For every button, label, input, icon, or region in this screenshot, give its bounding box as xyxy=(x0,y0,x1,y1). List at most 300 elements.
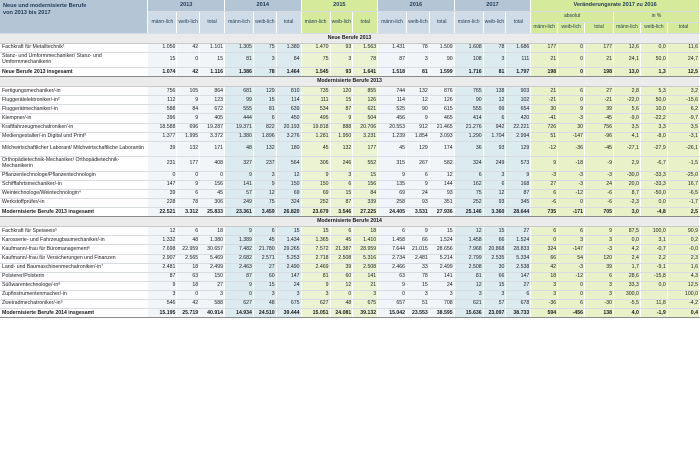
value-cell: 132 xyxy=(330,141,353,156)
value-cell: 2.535 xyxy=(483,254,506,263)
value-cell: 42 xyxy=(531,263,558,272)
value-cell: 23.553 xyxy=(407,309,430,318)
subheader-male: männ-lich xyxy=(531,23,558,34)
value-cell: 9 xyxy=(378,171,407,180)
value-cell: 405 xyxy=(200,114,225,123)
value-cell: 15 xyxy=(253,96,276,105)
value-cell: 1.116 xyxy=(200,68,225,77)
value-cell: 552 xyxy=(353,156,378,171)
value-cell: 81 xyxy=(224,53,253,68)
value-cell: -147 xyxy=(558,245,585,254)
subheader-absolut: absolut xyxy=(531,12,614,23)
table-row xyxy=(0,245,700,254)
value-cell: 102 xyxy=(506,96,531,105)
value-cell: 675 xyxy=(353,299,378,308)
value-cell: 132 xyxy=(407,87,430,96)
value-cell: 3.093 xyxy=(429,132,454,141)
value-cell: 48 xyxy=(224,141,253,156)
value-cell: 147 xyxy=(148,180,177,189)
value-cell: -45 xyxy=(585,141,614,156)
value-cell: 6 xyxy=(558,299,585,308)
value-cell: -12 xyxy=(558,189,585,198)
value-cell: 0 xyxy=(224,290,253,299)
value-cell: 48 xyxy=(253,299,276,308)
value-cell: 24 xyxy=(585,180,614,189)
value-cell: 258 xyxy=(378,199,407,208)
value-cell: 3 xyxy=(407,53,430,68)
table-row xyxy=(0,114,700,123)
value-cell: 129 xyxy=(253,87,276,96)
value-cell: 6 xyxy=(558,227,585,236)
value-cell: 705 xyxy=(585,208,614,217)
value-cell: -3 xyxy=(558,263,585,272)
value-cell: 3.360 xyxy=(483,208,506,217)
section-header-row xyxy=(0,217,700,227)
value-cell: 15 xyxy=(200,53,225,68)
value-cell: 3.312 xyxy=(177,208,200,217)
value-cell: 3.546 xyxy=(330,208,353,217)
value-cell: 99 xyxy=(224,96,253,105)
value-cell: 2.682 xyxy=(224,254,253,263)
value-cell: 1.101 xyxy=(200,44,225,53)
value-cell: 81 xyxy=(301,272,330,281)
value-cell: 9 xyxy=(407,180,430,189)
value-cell: 306 xyxy=(301,156,330,171)
value-cell: 54 xyxy=(558,254,585,263)
value-cell: 3 xyxy=(353,290,378,299)
value-cell: 38.733 xyxy=(506,309,531,318)
value-cell: 20.193 xyxy=(276,123,301,132)
table-title-line-1: Neue und modernisierte Berufe xyxy=(3,3,87,9)
value-cell: 81 xyxy=(483,68,506,77)
value-cell: 2.799 xyxy=(454,254,483,263)
value-cell: 0 xyxy=(531,236,558,245)
value-cell: 21 xyxy=(585,53,614,68)
value-cell: 420 xyxy=(506,114,531,123)
value-cell: 2.508 xyxy=(330,254,353,263)
table-row xyxy=(0,299,700,308)
row-label: Zupfinstrumentenmacher/-in xyxy=(0,290,148,299)
value-cell: 9 xyxy=(585,227,614,236)
value-cell: 177 xyxy=(353,141,378,156)
value-cell: 27 xyxy=(585,87,614,96)
value-cell: 708 xyxy=(429,299,454,308)
value-cell: 25.719 xyxy=(177,309,200,318)
value-cell: 267 xyxy=(407,156,430,171)
value-cell: 6 xyxy=(177,189,200,198)
subheader-female: weib-lich xyxy=(407,12,430,34)
subheader-total: total xyxy=(585,23,614,34)
value-cell: 9 xyxy=(407,114,430,123)
value-cell: 112 xyxy=(148,96,177,105)
value-cell: 621 xyxy=(353,105,378,114)
value-cell: 3 xyxy=(429,290,454,299)
table-row xyxy=(0,189,700,198)
value-cell: 3 xyxy=(330,171,353,180)
value-cell: 42 xyxy=(177,68,200,77)
value-cell: 345 xyxy=(506,199,531,208)
value-cell: 126 xyxy=(353,96,378,105)
value-cell: 93 xyxy=(429,189,454,198)
table-row xyxy=(0,53,700,68)
value-cell: 2.994 xyxy=(506,132,531,141)
value-cell: 3,2 xyxy=(667,87,699,96)
value-cell: 45 xyxy=(301,141,330,156)
value-cell: 1.524 xyxy=(429,236,454,245)
value-cell: 573 xyxy=(506,156,531,171)
value-cell: 138 xyxy=(483,87,506,96)
value-cell: 1.380 xyxy=(276,44,301,53)
value-cell: 1.686 xyxy=(506,44,531,53)
value-cell: 10,0 xyxy=(640,105,667,114)
value-cell: -1,7 xyxy=(667,199,699,208)
value-cell: 2.538 xyxy=(506,263,531,272)
value-cell: 18 xyxy=(177,281,200,290)
value-cell: 1.239 xyxy=(378,132,407,141)
value-cell: 93 xyxy=(330,44,353,53)
value-cell: 912 xyxy=(407,123,430,132)
value-cell: 18 xyxy=(353,227,378,236)
value-cell: 81 xyxy=(454,272,483,281)
value-cell: -6 xyxy=(531,199,558,208)
value-cell: -41 xyxy=(531,114,558,123)
value-cell: 3,3 xyxy=(640,123,667,132)
value-cell: 30.657 xyxy=(200,245,225,254)
value-cell: -3,1 xyxy=(667,132,699,141)
row-label: Zweiradmechatroniker/-in⁹ xyxy=(0,299,148,308)
value-cell: 15 xyxy=(276,227,301,236)
value-cell: 2.907 xyxy=(148,254,177,263)
value-cell: 75 xyxy=(253,44,276,53)
value-cell: 21.465 xyxy=(429,123,454,132)
value-cell: 5,6 xyxy=(613,105,640,114)
value-cell: 756 xyxy=(148,87,177,96)
value-cell: 237 xyxy=(253,156,276,171)
value-cell: 0,2 xyxy=(667,236,699,245)
value-cell: 903 xyxy=(506,87,531,96)
value-cell: 2.734 xyxy=(378,254,407,263)
value-cell: 12 xyxy=(330,281,353,290)
value-cell: 90 xyxy=(407,105,430,114)
value-cell: 25.146 xyxy=(454,208,483,217)
value-cell: 555 xyxy=(224,105,253,114)
value-cell: -171 xyxy=(558,208,585,217)
value-cell: 21 xyxy=(531,87,558,96)
value-cell: 120 xyxy=(330,87,353,96)
value-cell: 63 xyxy=(177,272,200,281)
value-cell: 9 xyxy=(506,171,531,180)
value-cell: -2,3 xyxy=(613,199,640,208)
year-header-2015: 2015 xyxy=(301,0,378,12)
value-cell: 3 xyxy=(330,53,353,68)
value-cell: -33,3 xyxy=(640,171,667,180)
value-cell: 69 xyxy=(276,189,301,198)
value-cell: -21 xyxy=(531,96,558,105)
value-cell: 0 xyxy=(558,281,585,290)
value-cell: 6 xyxy=(253,114,276,123)
value-cell: 51 xyxy=(531,132,558,141)
value-cell: 93 xyxy=(330,68,353,77)
value-cell: 504 xyxy=(353,114,378,123)
section-header-row xyxy=(0,77,700,87)
value-cell: 6 xyxy=(330,180,353,189)
value-cell: 3 xyxy=(253,171,276,180)
value-cell: 3 xyxy=(483,290,506,299)
value-cell: 177 xyxy=(585,44,614,53)
value-cell: 7.572 xyxy=(301,245,330,254)
value-cell: 2.481 xyxy=(148,263,177,272)
value-cell: 3 xyxy=(483,53,506,68)
value-cell: 3 xyxy=(454,290,483,299)
value-cell: 24.510 xyxy=(253,309,276,318)
value-cell: -15,8 xyxy=(640,272,667,281)
value-cell: 12 xyxy=(148,227,177,236)
value-cell: -15,6 xyxy=(667,96,699,105)
value-cell: 0,0 xyxy=(640,199,667,208)
value-cell: 582 xyxy=(429,156,454,171)
value-cell: 9 xyxy=(148,281,177,290)
value-cell: 0 xyxy=(558,44,585,53)
value-cell: 66 xyxy=(531,254,558,263)
value-cell: 3.531 xyxy=(407,208,430,217)
value-cell: 1.365 xyxy=(301,236,330,245)
value-cell: 1.797 xyxy=(506,68,531,77)
value-cell: 756 xyxy=(585,123,614,132)
value-cell: 0,4 xyxy=(667,309,699,318)
value-cell: 45 xyxy=(330,236,353,245)
value-cell: 864 xyxy=(200,87,225,96)
total-row xyxy=(0,208,700,217)
value-cell: 144 xyxy=(429,180,454,189)
value-cell: 69 xyxy=(301,189,330,198)
row-label: Fertigungsmechaniker/-in xyxy=(0,87,148,96)
value-cell: 51 xyxy=(407,299,430,308)
value-cell: 4,1 xyxy=(613,132,640,141)
value-cell: 1.470 xyxy=(301,44,330,53)
value-cell: 3 xyxy=(531,290,558,299)
value-cell: 57 xyxy=(224,189,253,198)
value-cell: 9 xyxy=(301,281,330,290)
subheader-total: total xyxy=(353,12,378,34)
value-cell: -33,3 xyxy=(640,180,667,189)
value-cell: 6 xyxy=(483,114,506,123)
value-cell: 672 xyxy=(200,105,225,114)
table-row xyxy=(0,87,700,96)
value-cell: 3,1 xyxy=(640,236,667,245)
year-header-2013: 2013 xyxy=(148,0,225,12)
value-cell: 12 xyxy=(483,96,506,105)
value-cell: 23.679 xyxy=(301,208,330,217)
subheader-male: männ-lich xyxy=(378,12,407,34)
section-title: Modernisierte Berufe 2014 xyxy=(0,217,700,227)
value-cell: -30,0 xyxy=(613,171,640,180)
value-cell: 3 xyxy=(253,290,276,299)
value-cell: -1,9 xyxy=(640,309,667,318)
value-cell: 9 xyxy=(301,171,330,180)
value-cell: 3,5 xyxy=(613,123,640,132)
value-cell: 132 xyxy=(253,141,276,156)
value-cell: 2.490 xyxy=(276,263,301,272)
value-cell: 696 xyxy=(177,123,200,132)
value-cell: 7.968 xyxy=(454,245,483,254)
table-row xyxy=(0,44,700,53)
value-cell: 20.553 xyxy=(378,123,407,132)
value-cell: 1.950 xyxy=(330,132,353,141)
value-cell: 2,9 xyxy=(613,156,640,171)
value-cell: 1,6 xyxy=(667,263,699,272)
value-cell: 3 xyxy=(483,171,506,180)
value-cell: 2.571 xyxy=(253,254,276,263)
value-cell: 639 xyxy=(276,105,301,114)
value-cell: 24 xyxy=(429,281,454,290)
value-cell: 6 xyxy=(585,272,614,281)
value-cell: 1.389 xyxy=(224,236,253,245)
value-cell: 5.316 xyxy=(353,254,378,263)
value-cell: 681 xyxy=(224,87,253,96)
value-cell: 444 xyxy=(224,114,253,123)
value-cell: 141 xyxy=(429,272,454,281)
value-cell: 156 xyxy=(353,180,378,189)
value-cell: -25,0 xyxy=(667,171,699,180)
value-cell: 3,5 xyxy=(667,123,699,132)
value-cell: 78 xyxy=(407,272,430,281)
value-cell xyxy=(640,290,667,299)
value-cell: 1,7 xyxy=(613,263,640,272)
value-cell: 24 xyxy=(276,281,301,290)
value-cell: -27,9 xyxy=(640,141,667,156)
value-cell: -147 xyxy=(558,132,585,141)
value-cell: 5.253 xyxy=(276,254,301,263)
value-cell: 0 xyxy=(200,171,225,180)
value-cell: -3 xyxy=(558,180,585,189)
value-cell: 7.698 xyxy=(148,245,177,254)
value-cell: 24.081 xyxy=(330,309,353,318)
value-cell: 1.518 xyxy=(378,68,407,77)
value-cell: 12 xyxy=(253,189,276,198)
value-cell: 20.706 xyxy=(353,123,378,132)
value-cell: 21.780 xyxy=(253,245,276,254)
value-cell: 12,5 xyxy=(667,68,699,77)
value-cell: -21 xyxy=(585,96,614,105)
value-cell: 555 xyxy=(454,105,483,114)
value-cell: 942 xyxy=(483,123,506,132)
value-cell: -3 xyxy=(558,171,585,180)
value-cell: -0,0 xyxy=(667,245,699,254)
value-cell: 6 xyxy=(483,180,506,189)
value-cell: 1.896 xyxy=(253,132,276,141)
row-label: Neue Berufe 2013 insgesamt xyxy=(0,68,148,77)
value-cell: -5,5 xyxy=(613,299,640,308)
value-cell: 150 xyxy=(200,272,225,281)
row-label: Werkstoffprüfer/-in xyxy=(0,199,148,208)
value-cell: 2.718 xyxy=(301,254,330,263)
value-cell: 564 xyxy=(276,156,301,171)
value-cell: 147 xyxy=(506,272,531,281)
value-cell: 15 xyxy=(483,227,506,236)
value-cell: -9,1 xyxy=(640,263,667,272)
value-cell: 87 xyxy=(378,53,407,68)
value-cell: 111 xyxy=(301,96,330,105)
value-cell: -36 xyxy=(558,141,585,156)
value-cell: 5.334 xyxy=(506,254,531,263)
value-cell: 2,3 xyxy=(667,254,699,263)
value-cell: 50,0 xyxy=(640,96,667,105)
table-row xyxy=(0,227,700,236)
value-cell: 876 xyxy=(429,87,454,96)
value-cell: 675 xyxy=(276,299,301,308)
value-cell: 3 xyxy=(407,290,430,299)
value-cell: 6 xyxy=(454,171,483,180)
value-cell: 69 xyxy=(378,189,407,198)
value-cell: 0,0 xyxy=(613,236,640,245)
value-cell: 3.276 xyxy=(276,132,301,141)
value-cell: 162 xyxy=(454,180,483,189)
value-cell: 18 xyxy=(200,227,225,236)
value-cell: 21.015 xyxy=(407,245,430,254)
value-cell: 327 xyxy=(224,156,253,171)
value-cell: 147 xyxy=(276,272,301,281)
value-cell: 5,3 xyxy=(640,87,667,96)
value-cell: 15 xyxy=(330,96,353,105)
table-row xyxy=(0,272,700,281)
value-cell: 5.214 xyxy=(429,254,454,263)
value-cell: 20.868 xyxy=(483,245,506,254)
table-row xyxy=(0,281,700,290)
value-cell: 87 xyxy=(330,105,353,114)
value-cell: 450 xyxy=(276,114,301,123)
value-cell: 123 xyxy=(200,96,225,105)
table-row xyxy=(0,105,700,114)
value-cell: 141 xyxy=(353,272,378,281)
value-cell: 15 xyxy=(148,53,177,68)
value-cell: 627 xyxy=(301,299,330,308)
value-cell: 78 xyxy=(253,68,276,77)
value-cell: 6 xyxy=(531,227,558,236)
table-row xyxy=(0,180,700,189)
row-label: Fachkraft für Metalltechnik¹ xyxy=(0,44,148,53)
subheader-total: total xyxy=(200,12,225,34)
value-cell: 20,0 xyxy=(613,180,640,189)
subheader-female: weib-lich xyxy=(177,12,200,34)
table-row xyxy=(0,290,700,299)
value-cell: -50,0 xyxy=(640,189,667,198)
value-cell: 9 xyxy=(330,114,353,123)
row-label: Fluggerätelektroniker/-in² xyxy=(0,96,148,105)
value-cell: 39 xyxy=(330,263,353,272)
value-cell: 21 xyxy=(531,53,558,68)
value-cell: -4,8 xyxy=(640,208,667,217)
value-cell: 7.482 xyxy=(224,245,253,254)
value-cell: 27 xyxy=(506,281,531,290)
value-cell: 42 xyxy=(177,299,200,308)
value-cell: 351 xyxy=(429,199,454,208)
value-cell: 339 xyxy=(353,199,378,208)
value-cell: 177 xyxy=(531,44,558,53)
table-row xyxy=(0,123,700,132)
value-cell: 2.463 xyxy=(224,263,253,272)
value-cell: 28,6 xyxy=(613,272,640,281)
row-label: Modernisierte Berufe 2013 insgesamt xyxy=(0,208,148,217)
value-cell: 75 xyxy=(253,199,276,208)
value-cell: 6 xyxy=(558,87,585,96)
value-cell: 231 xyxy=(148,156,177,171)
value-cell: 5.469 xyxy=(200,254,225,263)
subheader-female: weib-lich xyxy=(483,12,506,34)
value-cell: 87 xyxy=(224,272,253,281)
row-label: Kaufmann/-frau für Büromanagement⁶ xyxy=(0,245,148,254)
value-cell: 28.833 xyxy=(506,245,531,254)
value-cell: 0 xyxy=(177,290,200,299)
